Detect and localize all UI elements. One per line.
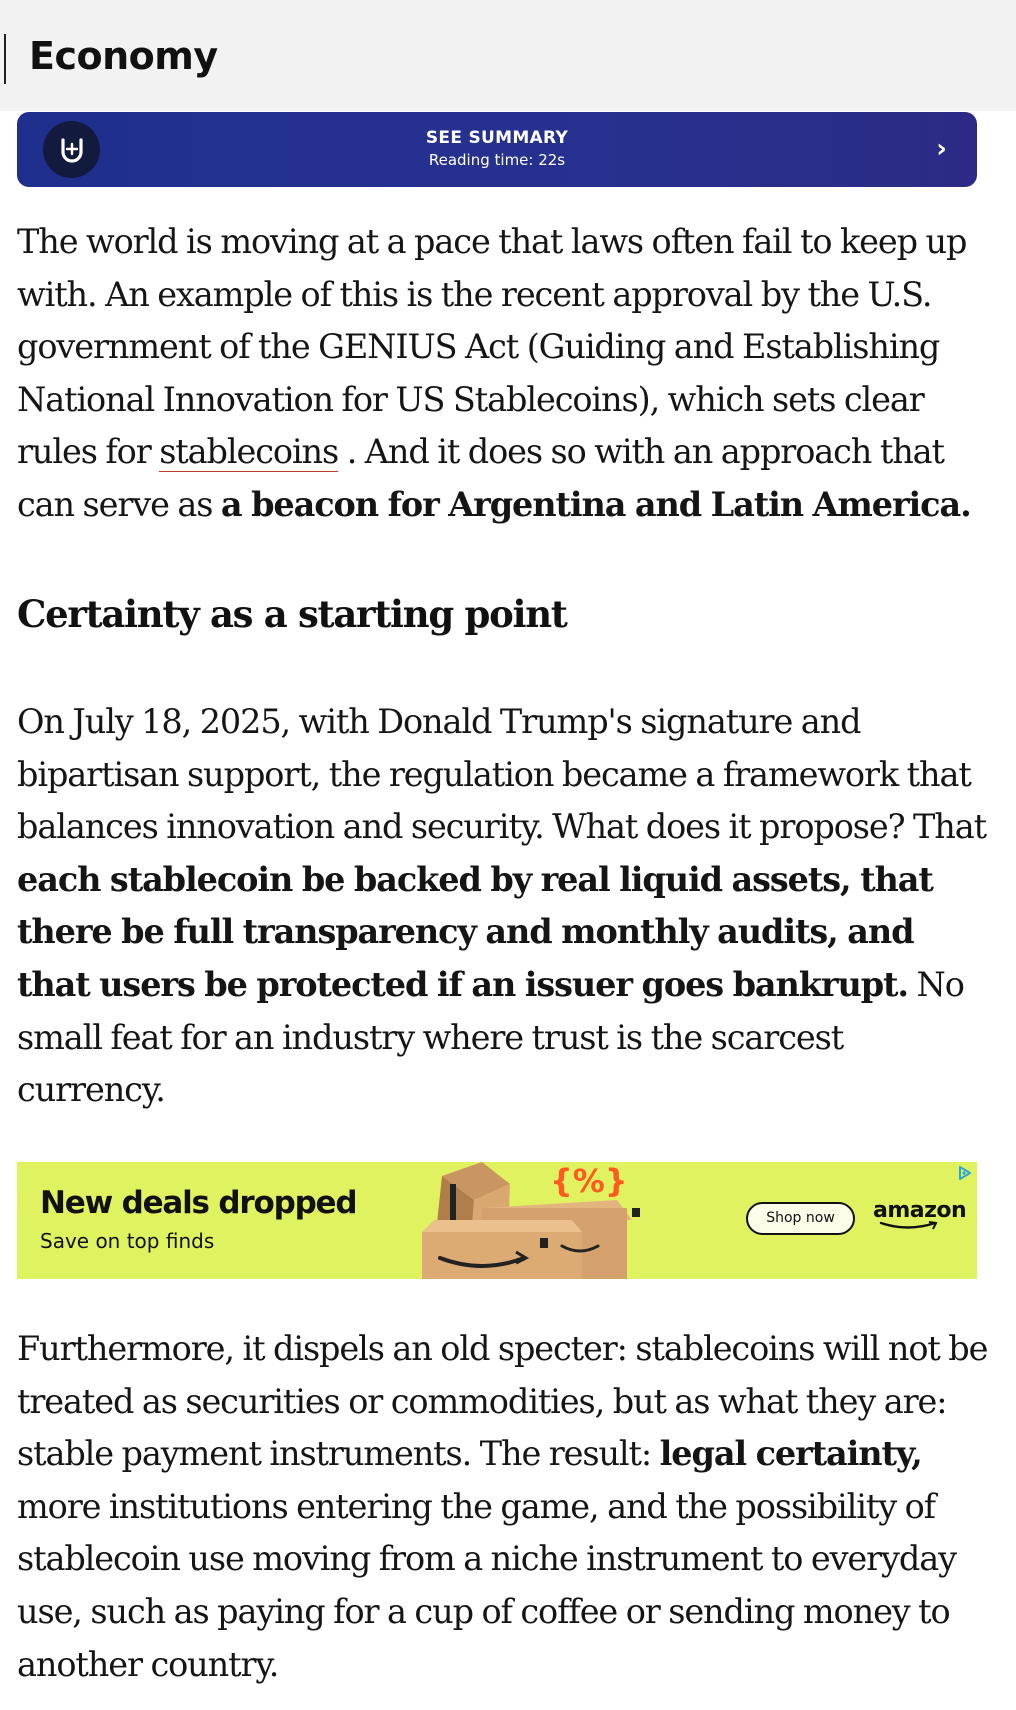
chevron-right-icon: › [936, 134, 947, 164]
p3-text: Furthermore, it dispels an old specter: stablecoins will not be treated as securities or commodities, but as what they are: stable payment instruments. The result: [17, 1329, 988, 1474]
section-header [0, 0, 1016, 111]
ad-subline: Save on top finds [40, 1229, 215, 1253]
p2-bold: each stablecoin be backed by real liquid assets, that there be full transparency and monthly audits, and that users be protected if an issuer goes bankrupt. [17, 859, 933, 1004]
p1-text: The world is moving at a pace that laws often fail to keep up with. An example of this is the recent approval by the U.S. government of the GENIUS Act (Guiding and Establishing National Innovation for US Stablecoins), which sets clear rules for [17, 222, 967, 472]
ad-headline: New deals dropped [40, 1185, 357, 1221]
p1-bold: a beacon for Argentina and Latin America. [220, 484, 971, 524]
reading-time: Reading time: 22s [428, 151, 566, 169]
adchoices-icon[interactable] [957, 1165, 973, 1181]
article-subheading: Certainty as a starting point [17, 592, 567, 636]
p3-bold: legal certainty, [659, 1434, 922, 1474]
p3-text-2: more institutions entering the game, and the possibility of stablecoin use moving from a niche instrument to everyday use, such as paying for a cup of coffee or sending money to another country. [17, 1486, 956, 1684]
summary-text [17, 128, 977, 170]
article-paragraph-3 [17, 1323, 992, 1691]
p2-text-2: No small feat for an industry where trust is the scarcest currency. [17, 964, 964, 1110]
brand-text: amazon [873, 1198, 967, 1223]
section-title: Economy [29, 34, 218, 78]
shop-now-button[interactable]: Shop now [746, 1202, 855, 1235]
section-rule [4, 34, 6, 84]
amazon-ad-banner[interactable] [17, 1162, 977, 1279]
article-paragraph-1 [17, 216, 992, 532]
p2-text: On July 18, 2025, with Donald Trump's signature and bipartisan support, the regulation became a framework that balances innovation and security. What does it propose? That [17, 702, 986, 847]
shipping-boxes-icon [412, 1162, 702, 1279]
article-paragraph-2 [17, 696, 992, 1117]
summary-label: SEE SUMMARY [425, 128, 569, 148]
ad-badge-text: {%} [550, 1162, 628, 1200]
see-summary-button[interactable] [17, 112, 977, 187]
amazon-logo [873, 1198, 966, 1231]
stablecoins-link[interactable]: stablecoins [159, 432, 339, 472]
p1-text-2: . And it does so with an approach that can serve as [17, 432, 944, 524]
